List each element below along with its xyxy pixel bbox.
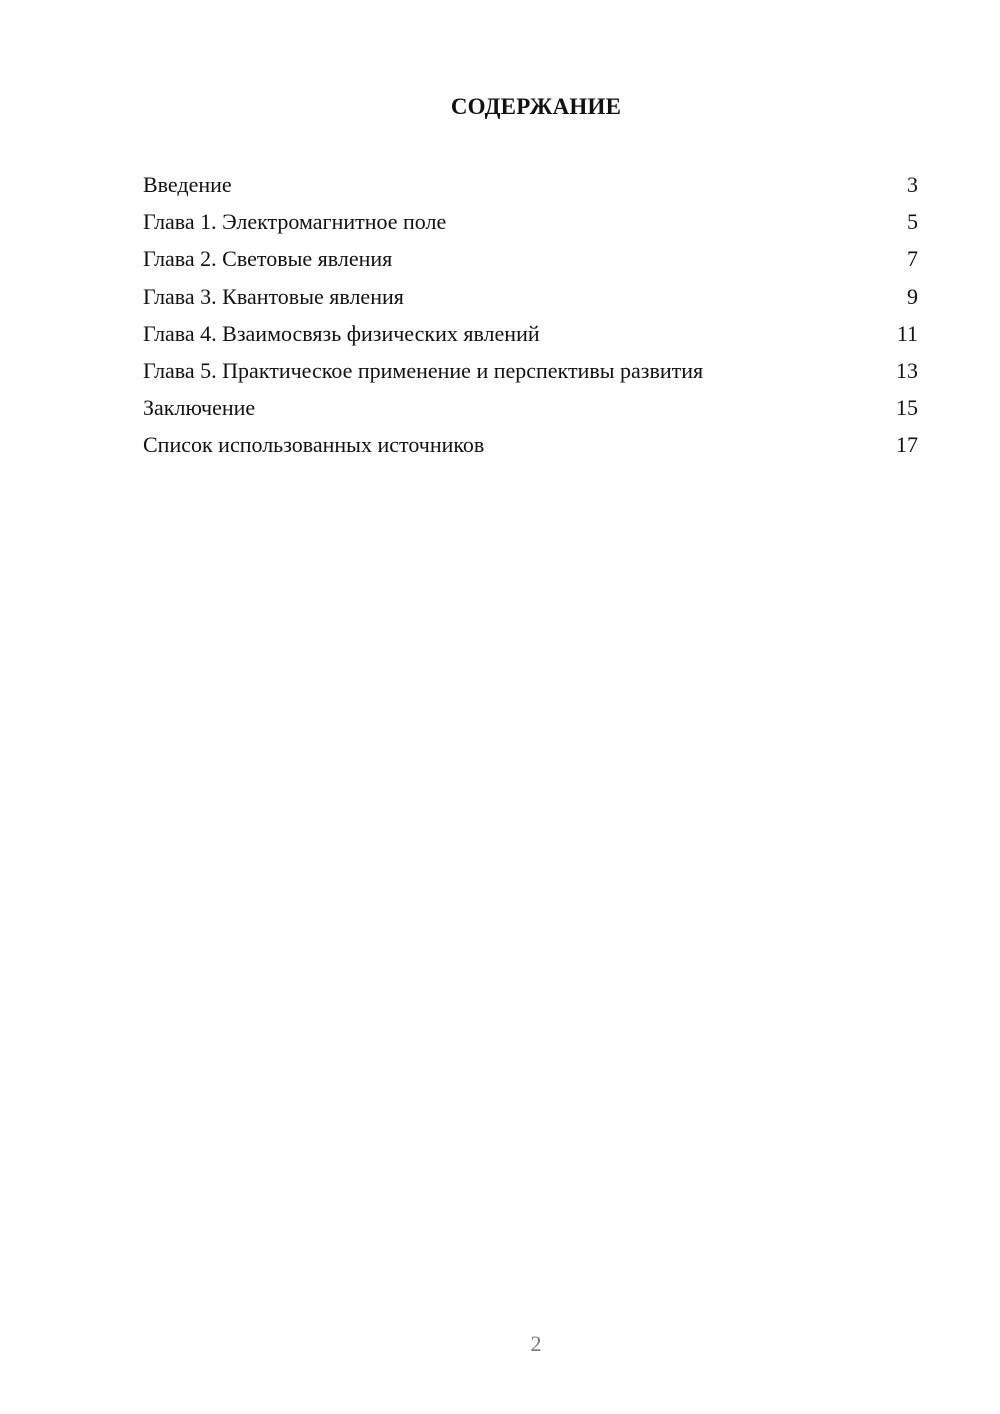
toc-entry-page: 11 xyxy=(896,320,918,346)
toc-entry-page: 15 xyxy=(896,395,918,421)
toc-entry-introduction xyxy=(143,169,918,206)
toc-entry-chapter-2 xyxy=(143,243,918,280)
toc-entry-page: 7 xyxy=(907,246,918,272)
toc-entry-references xyxy=(143,429,918,466)
toc-entry-page: 3 xyxy=(907,172,918,197)
toc-entry-page: 5 xyxy=(907,209,918,235)
toc-entry-page: 9 xyxy=(907,283,918,309)
toc-entry-chapter-4 xyxy=(143,318,918,355)
toc-title: СОДЕРЖАНИЕ xyxy=(450,94,622,119)
toc-entry-label: Глава 4. Взаимосвязь физических явлений xyxy=(143,320,540,346)
toc-entry-page: 13 xyxy=(896,357,918,383)
toc-entry-page: 17 xyxy=(896,432,918,458)
toc-entry-label: Заключение xyxy=(143,395,256,421)
toc-entry-label: Список использованных источников xyxy=(143,432,485,458)
toc-entry-label: Глава 2. Световые явления xyxy=(143,246,393,272)
toc-list xyxy=(143,169,918,467)
toc-entry-chapter-5 xyxy=(143,355,918,392)
toc-entry-label: Глава 5. Практическое применение и перспективы развития xyxy=(143,357,704,383)
toc-entry-conclusion xyxy=(143,392,918,429)
page-number: 2 xyxy=(530,1331,542,1356)
toc-entry-label: Глава 1. Электромагнитное поле xyxy=(143,209,447,235)
toc-entry-label: Глава 3. Квантовые явления xyxy=(143,283,404,309)
toc-entry-chapter-3 xyxy=(143,281,918,318)
toc-entry-chapter-1 xyxy=(143,206,918,243)
toc-entry-label: Введение xyxy=(143,172,232,197)
